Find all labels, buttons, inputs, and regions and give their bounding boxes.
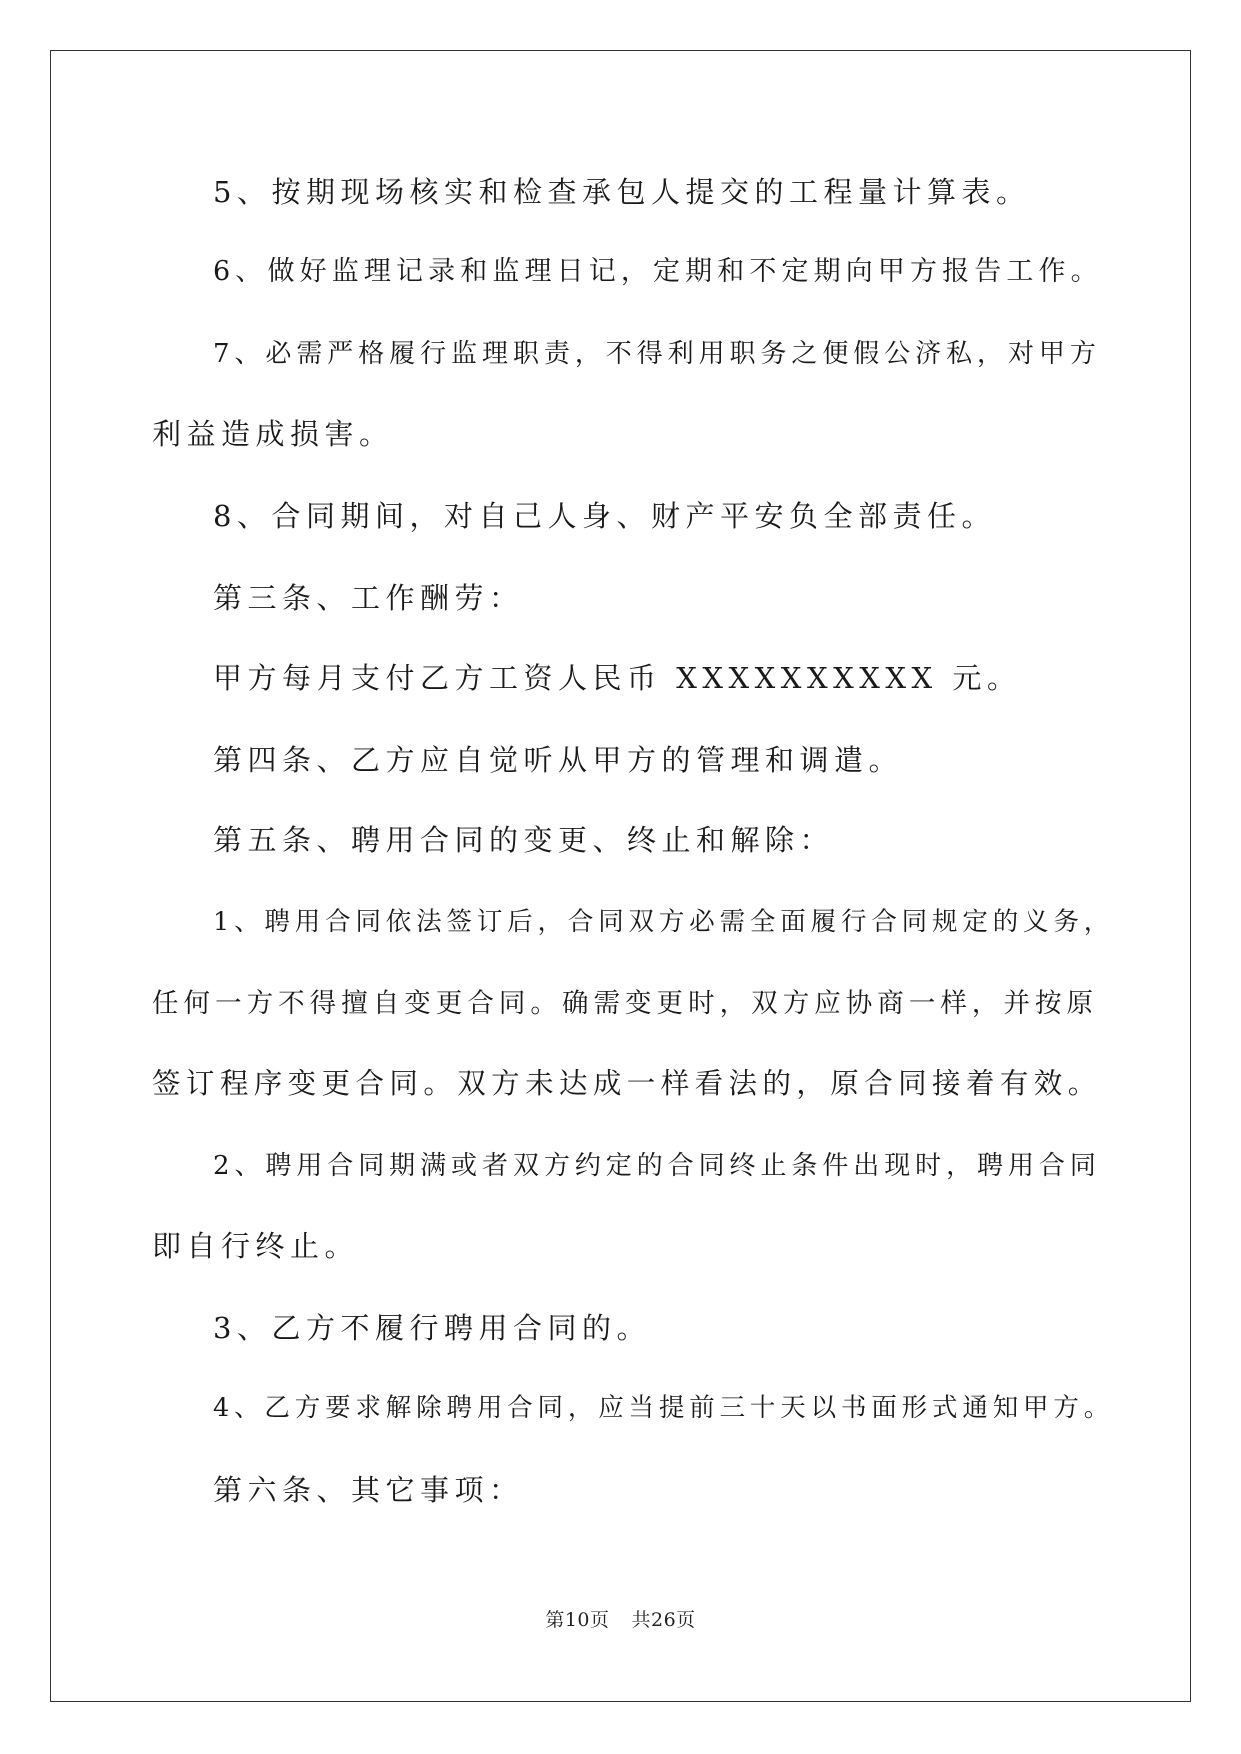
section-heading: 第五条、聘用合同的变更、终止和解除： [213, 823, 835, 857]
text-line: 1、聘用合同依法签订后，合同双方必需全面履行合同规定的义务， [213, 907, 1115, 937]
text-line: 利益造成损害。 [152, 417, 394, 451]
text-line: 6、做好监理记录和监理日记，定期和不定期向甲方报告工作。 [213, 256, 1103, 287]
text-line: 3、乙方不履行聘用合同的。 [213, 1311, 651, 1345]
text-line: 甲方每月支付乙方工资人民币 XXXXXXXXXX 元。 [213, 661, 1022, 695]
text-line: 即自行终止。 [152, 1229, 360, 1263]
text-line: 7、必需严格履行监理职责，不得利用职务之便假公济私，对甲方 [213, 339, 1101, 369]
text-line: 4、乙方要求解除聘用合同，应当提前三十天以书面形式通知甲方。 [213, 1393, 1115, 1423]
section-heading: 第六条、其它事项： [213, 1473, 524, 1507]
text-line: 2、聘用合同期满或者双方约定的合同终止条件出现时，聘用合同 [213, 1151, 1101, 1181]
page-border [50, 50, 1191, 1702]
text-line: 任何一方不得擅自变更合同。确需变更时，双方应协商一样，并按原 [152, 988, 1099, 1019]
text-line: 签订程序变更合同。双方未达成一样看法的，原合同接着有效。 [152, 1067, 1102, 1100]
page-number-current: 第10页 [545, 1609, 610, 1631]
text-line: 5、按期现场核实和检查承包人提交的工程量计算表。 [213, 175, 1031, 209]
page-footer [0, 1608, 1241, 1632]
section-heading: 第四条、乙方应自觉听从甲方的管理和调遣。 [213, 743, 904, 777]
page-number-total: 共26页 [631, 1609, 696, 1631]
section-heading: 第三条、工作酬劳： [213, 581, 524, 615]
text-line: 8、合同期间，对自己人身、财产平安负全部责任。 [213, 499, 996, 533]
